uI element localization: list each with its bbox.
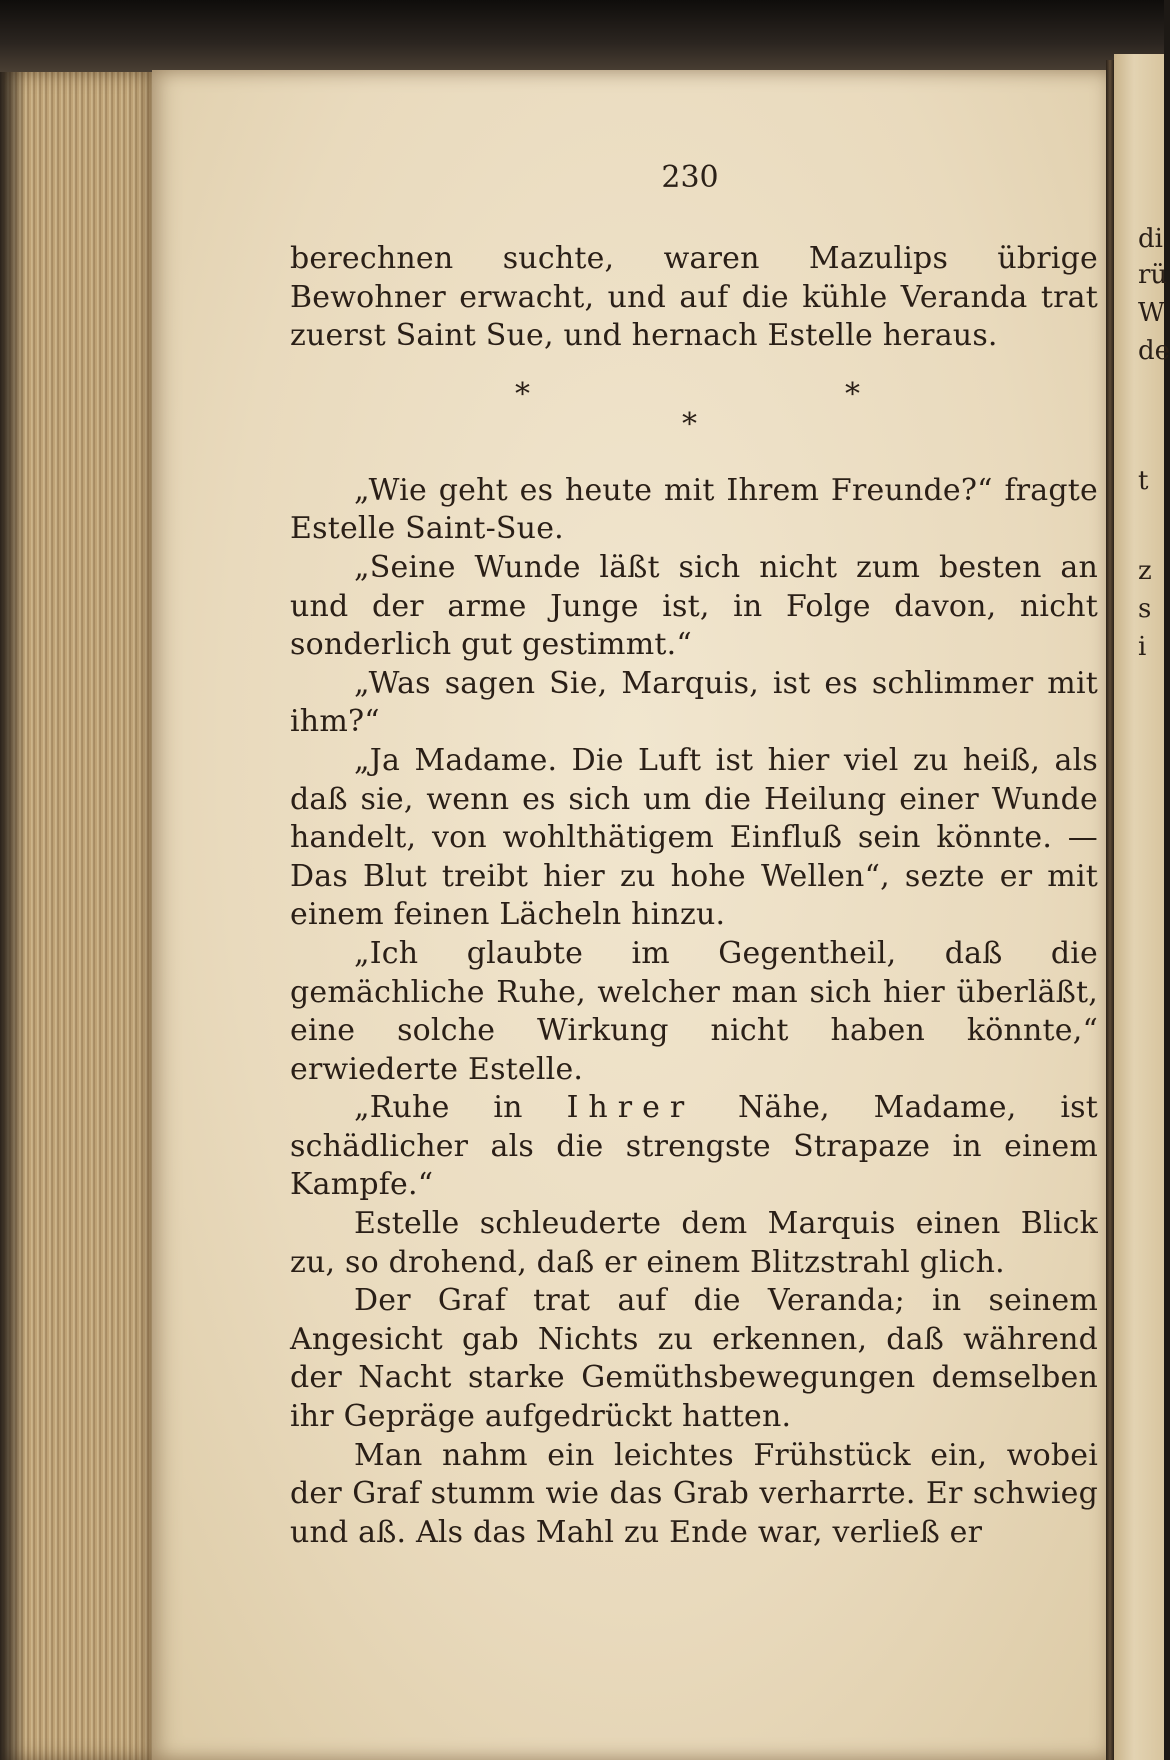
paragraph: Der Graf trat auf die Veranda; in seinem Angesicht gab Nichts zu erkennen, daß während der Nacht starke Gemüthsbewegungen demselben ihr Gepräge aufgedrückt hatten.: [290, 1283, 1098, 1435]
paragraph: berechnen suchte, waren Mazulips übrige Bewohner erwacht, und auf die kühle Veranda trat zuerst Saint Sue, und hernach Estelle heraus.: [290, 241, 1098, 354]
facing-page-fragment: di: [1138, 224, 1163, 254]
fore-edge-shadow: [0, 72, 26, 1760]
section-separator: [290, 370, 1098, 466]
facing-page-fragment: rü: [1138, 260, 1168, 290]
book-cover-top: [0, 0, 1164, 72]
facing-page-fragment: de: [1138, 336, 1170, 366]
paragraph-text: Nähe, Madame, ist schädlicher als die strengste Strapaze in einem Kampfe.“: [290, 1090, 1098, 1203]
facing-page-fragment: W: [1138, 298, 1165, 328]
asterisk: *: [682, 406, 698, 442]
paragraph: Man nahm ein leichtes Frühstück ein, wobei der Graf stumm wie das Grab verharrte. Er schwieg und aß. Als das Mahl zu Ende war, verließ er: [290, 1437, 1098, 1550]
facing-page-fragment: s: [1138, 594, 1152, 624]
page-number: 230: [661, 160, 719, 195]
book-gutter: [1106, 60, 1114, 1760]
paragraph: Estelle schleuderte dem Marquis einen Blick zu, so drohend, daß er einem Blitzstrahl glich.: [290, 1206, 1098, 1280]
asterisk: *: [515, 376, 531, 412]
paragraph-text: „Ruhe in: [354, 1090, 567, 1126]
facing-page-fragment: z: [1138, 556, 1152, 586]
paragraph: [290, 1089, 1098, 1205]
facing-page-fragment: i: [1138, 632, 1147, 662]
asterisk: *: [845, 376, 861, 412]
paragraph: „Ich glaubte im Gegentheil, daß die gemächliche Ruhe, welcher man sich hier überläßt, eine solche Wirkung nicht haben könnte,“ erwiederte Estelle.: [290, 935, 1098, 1087]
facing-page-fragment: t: [1138, 466, 1149, 496]
emphasized-word: Ihrer: [566, 1090, 695, 1126]
paragraph: „Ja Madame. Die Luft ist hier viel zu heiß, als daß sie, wenn es sich um die Heilung einer Wunde handelt, von wohlthätigem Einfluß sein könnte. — Das Blut treibt hier zu hohe Wellen“, sezte er mit einem feinen Lächeln hinzu.: [290, 742, 1098, 933]
paragraph: „Wie geht es heute mit Ihrem Freunde?“ fragte Estelle Saint-Sue.: [290, 472, 1098, 547]
paragraph: „Seine Wunde läßt sich nicht zum besten an und der arme Junge ist, in Folge davon, nicht sonderlich gut gestimmt.“: [290, 549, 1098, 663]
paragraph: „Was sagen Sie, Marquis, ist es schlimmer mit ihm?“: [290, 665, 1098, 740]
page-body-text: [290, 240, 1098, 1552]
